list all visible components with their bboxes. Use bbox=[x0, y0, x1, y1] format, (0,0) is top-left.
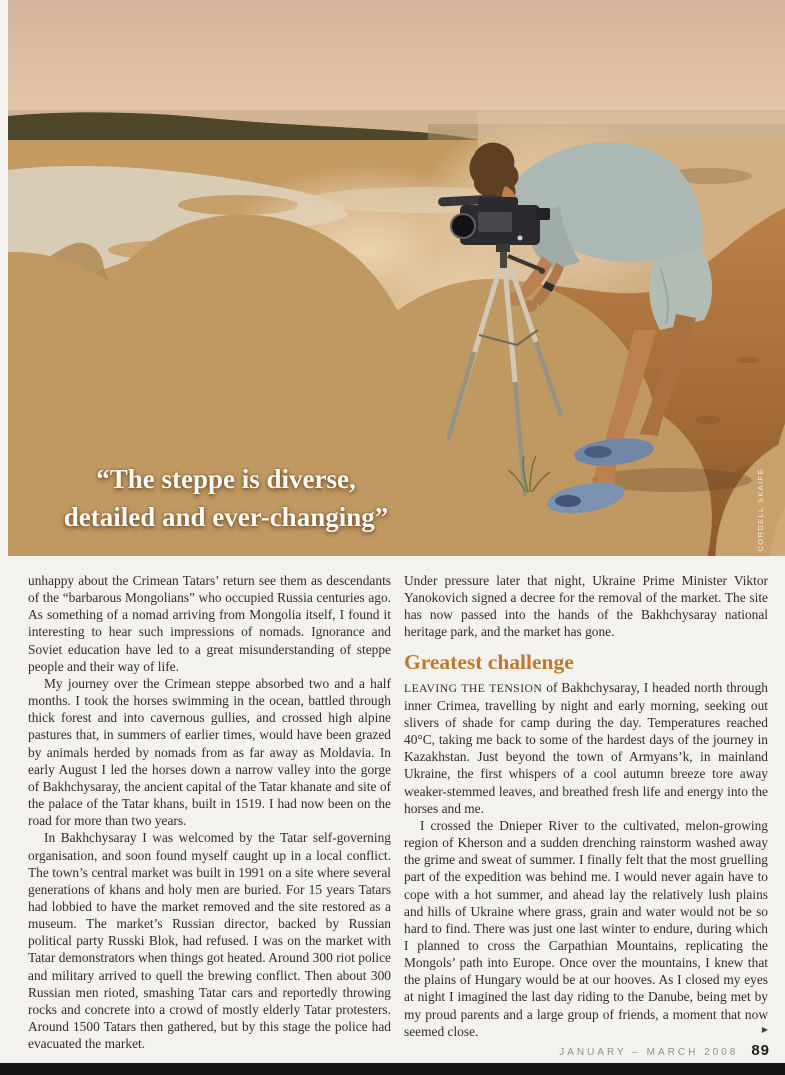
right-column bbox=[404, 572, 768, 1040]
body-paragraph: I crossed the Dnieper River to the cultivated, melon-growing region of Kherson and a sudden drenching rainstorm washed away the grime and sweat of summer. I finally felt that the most gruelling part of the expedition was behind me. I would never again have to cope with a hot summer, and ahead lay the relatively lush plains and hills of Ukraine where grass, grain and water would not be so hard to find. There was just one last winter to endure, during which I planned to cross the Carpathian Mountains, replicating the Mongols’ path into Europe. Once over the mountains, I knew that the plains of Hungary would be at our hooves. As I closed my eyes at night I imagined the last day riding to the Danube, being met by my proud parents and a large group of friends, a moment that now seemed close. ▶ bbox=[404, 817, 768, 1039]
photo-credit: CORDELL SKAIFE bbox=[756, 468, 765, 552]
body-paragraph: My journey over the Crimean steppe absorbed two and a half months. I took the horses swimming in the ocean, battled through thick forest and into cavernous gullies, and crossed high alpine pastures that, in summers of earlier times, would have been grazed by animals herded by nomads from as far away as Moldavia. In early August I led the horses down a narrow valley into the gorge of Bakhchysaray, the ancient capital of the Tatar khanate and site of the palace of the Tatar khans, built in 1519. I had now been on the road for more than two years. bbox=[28, 675, 391, 829]
smallcaps-lead: LEAVING THE TENSION bbox=[404, 681, 543, 695]
body-paragraph: unhappy about the Crimean Tatars’ return see them as descendants of the “barbarous Mongolians” who occupied Russia centuries ago. As something of a nomad arriving from Mongolia itself, I found it interesting to hear such impressions of nomads. Ignorance and Soviet education have led to a great misunderstanding of steppe people and their way of life. bbox=[28, 573, 391, 674]
pull-quote-line2: detailed and ever-changing” bbox=[63, 502, 389, 532]
pull-quote bbox=[22, 460, 430, 536]
page-footer bbox=[559, 1042, 770, 1059]
steppe-photo bbox=[8, 0, 785, 556]
article-end-icon: ▶ bbox=[761, 1024, 768, 1034]
page-number: 89 bbox=[751, 1042, 770, 1059]
body-paragraph: In Bakhchysaray I was welcomed by the Tatar self-governing organisation, and soon found myself caught up in a local conflict. The town’s central market was built in 1991 on a site where several generations of khans and holy men are buried. For 15 years Tatars had lobbied to have the market removed and the site restored as a museum. The market’s Russian director, backed by Russian political party Russki Blok, had refused. I was on the market with Tatar demonstrators when things got heated. Around 300 riot police and military arrived to quell the brewing conflict. Then about 300 Russian men rioted, smashing Tatar cars and reportedly throwing rocks and concrete into a crowd of mostly elderly Tatar protesters. Around 1500 Tatars then gathered, but by this stage the police had evacuated the market. bbox=[28, 830, 391, 1052]
section-heading: Greatest challenge bbox=[404, 649, 574, 674]
bottom-trim-bar bbox=[0, 1063, 785, 1075]
pull-quote-line1: “The steppe is diverse, bbox=[96, 464, 356, 494]
left-column bbox=[28, 572, 391, 1052]
body-paragraph: LEAVING THE TENSION of Bakhchysaray, I headed north through inner Crimea, travelling by night and early morning, seeking out slivers of shade for camp during the day. Temperatures reached 40°C, taking me back to some of the hardest days of the journey in Kazakhstan. Just beyond the town of Armyans’k, in mainland Ukraine, the first whispers of a cool autumn breeze tore away weaker-stemmed leaves, and breathed fresh life and energy into the horses and me. bbox=[404, 679, 768, 816]
issue-date: JANUARY – MARCH 2008 bbox=[559, 1047, 739, 1058]
body-paragraph: Under pressure later that night, Ukraine Prime Minister Viktor Yanokovich signed a decree for the removal of the market. The site has now passed into the hands of the Bakhchysaray national heritage park, and the market has gone. bbox=[404, 573, 768, 640]
